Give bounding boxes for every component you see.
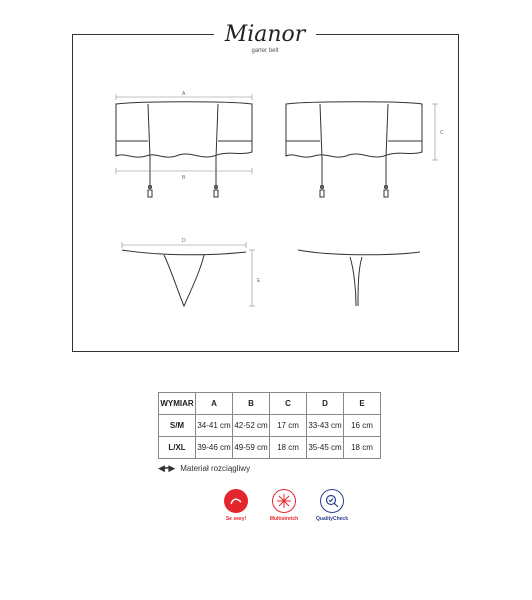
value-cell: 17 cm	[270, 415, 307, 437]
badge-multistretch	[266, 489, 302, 522]
legend-label: Materiał rozciągliwy	[180, 464, 251, 473]
header-cell: A	[196, 393, 233, 415]
dimension-e	[249, 250, 255, 306]
dimension-c-label: C	[440, 130, 444, 136]
header-cell: C	[270, 393, 307, 415]
header-cell: D	[307, 393, 344, 415]
dimension-a-label: A	[182, 91, 186, 97]
value-cell: 18 cm	[344, 437, 381, 459]
value-cell: 33-43 cm	[307, 415, 344, 437]
stretch-legend	[158, 463, 250, 474]
size-cell: S/M	[159, 415, 196, 437]
header-cell: E	[344, 393, 381, 415]
stretch-arrow-icon: ◀━▶	[158, 463, 175, 473]
brand-name: Mianor	[224, 22, 306, 47]
sexy-badge-icon	[224, 489, 248, 513]
dimension-c	[432, 104, 438, 160]
brand-subtitle: garter belt	[251, 48, 279, 54]
value-cell: 18 cm	[270, 437, 307, 459]
size-table	[158, 392, 381, 459]
badge-quality	[314, 489, 350, 522]
value-cell: 34-41 cm	[196, 415, 233, 437]
feature-badges	[218, 489, 350, 522]
badge-label: Se seey!	[225, 516, 247, 522]
header-cell: WYMIAR	[159, 393, 196, 415]
thong-back	[298, 250, 420, 306]
garter-belt-back	[286, 102, 422, 197]
value-cell: 16 cm	[344, 415, 381, 437]
value-cell: 39-46 cm	[196, 437, 233, 459]
dimension-d-label: D	[182, 238, 186, 244]
value-cell: 42-52 cm	[233, 415, 270, 437]
quality-check-icon	[320, 489, 344, 513]
thong-front	[122, 250, 246, 306]
table-row	[159, 415, 381, 437]
badge-sexy	[218, 489, 254, 522]
dimension-b	[116, 168, 252, 174]
value-cell: 35-45 cm	[307, 437, 344, 459]
badge-label: Multistretch	[269, 516, 299, 522]
size-table-header	[159, 393, 381, 415]
multistretch-icon	[272, 489, 296, 513]
header-cell: B	[233, 393, 270, 415]
dimension-e-label: E	[257, 278, 261, 284]
garter-belt-front	[116, 102, 252, 197]
value-cell: 49-59 cm	[233, 437, 270, 459]
size-cell: L/XL	[159, 437, 196, 459]
table-row	[159, 437, 381, 459]
brand-header	[214, 20, 316, 64]
dimension-b-label: B	[182, 175, 186, 181]
badge-label: QualityCheck	[316, 516, 348, 522]
